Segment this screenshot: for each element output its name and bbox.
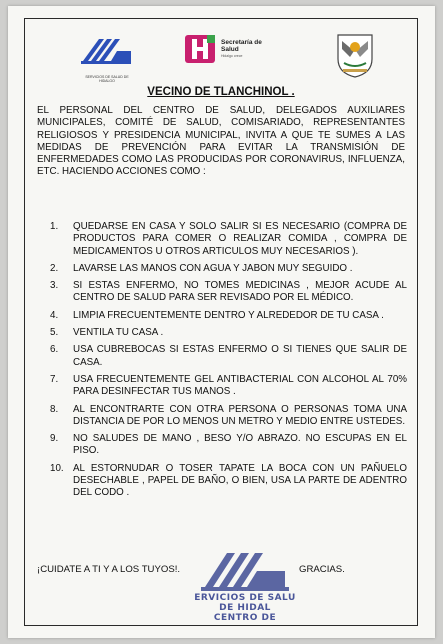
item-number: 9.: [50, 433, 59, 445]
list-item: [37, 221, 407, 258]
stamp-line-3: CENTRO DE: [213, 613, 277, 623]
hidalgo-sub: Hidalgo crece: [221, 54, 243, 58]
item-number: 10.: [50, 462, 64, 474]
measures-list: [37, 221, 407, 505]
salud-line: Salud: [221, 46, 239, 53]
list-item: [37, 374, 407, 399]
header-logos: [25, 25, 417, 87]
item-number: 6.: [50, 344, 59, 356]
item-number: 5.: [50, 327, 59, 339]
stamp-emblem-icon: [175, 547, 315, 593]
item-text: LAVARSE LAS MANOS CON AGUA Y JABON MUY SEGUIDO .: [73, 262, 353, 274]
municipal-crest-logo: [330, 29, 380, 81]
closing-text: ¡CUIDATE A TI Y A LOS TUYOS!.: [37, 564, 181, 575]
flyer-border: [24, 18, 418, 626]
item-text: USA CUBREBOCAS SI ESTAS ENFERMO O SI TIENES QUE SALIR DE CASA.: [73, 344, 407, 368]
servicios-salud-logo: [77, 31, 137, 83]
secretaria-line: Secretaría de: [221, 39, 262, 46]
item-text: AL ENCONTRARTE CON OTRA PERSONA O PERSONAS TOMA UNA DISTANCIA DE POR LO MENOS UN METRO Y MEDIO ENTRE USTEDES.: [73, 403, 407, 427]
stamp-line-2: DE HIDAL: [219, 603, 271, 613]
item-number: 1.: [50, 221, 59, 232]
item-number: 4.: [50, 309, 59, 321]
list-item: [37, 263, 407, 275]
item-text: VENTILA TU CASA .: [73, 327, 164, 339]
servicios-salud-caption: SERVICIOS DE SALUD DE HIDALGO: [85, 75, 129, 83]
servicios-salud-emblem-icon: [77, 31, 137, 69]
item-text: NO SALUDES DE MANO , BESO Y/O ABRAZO. NO ESCUPAS EN EL PISO.: [73, 433, 407, 457]
notice-title: VECINO DE TLANCHINOL .: [147, 86, 295, 98]
list-item: [37, 280, 407, 305]
secretaria-salud-text: [221, 39, 262, 60]
item-text: SI ESTAS ENFERMO, NO TOMES MEDICINAS , MEJOR ACUDE AL CENTRO DE SALUD PARA SER REVISADO POR EL MÉDICO.: [73, 280, 407, 304]
municipal-crest-icon: [330, 29, 380, 81]
item-text: LIMPIA FRECUENTEMENTE DENTRO Y ALREDEDOR DE TU CASA .: [73, 309, 384, 321]
secretaria-salud-logo: [183, 33, 303, 75]
hidalgo-h-icon: [183, 33, 217, 65]
official-stamp: [175, 547, 315, 627]
item-number: 7.: [50, 373, 59, 385]
list-item: [37, 463, 407, 500]
stamp-line-1: ERVICIOS DE SALU: [194, 593, 296, 603]
item-number: 3.: [50, 280, 59, 292]
thanks-text: GRACIAS.: [299, 564, 345, 575]
item-number: 2.: [50, 262, 59, 274]
item-text: USA FRECUENTEMENTE GEL ANTIBACTERIAL CON ALCOHOL AL 70% PARA DESINFECTAR TUS MANOS .: [73, 373, 407, 398]
list-item: [37, 433, 407, 458]
list-item: [37, 344, 407, 369]
list-item: [37, 327, 407, 339]
list-item: [37, 404, 407, 429]
item-number: 8.: [50, 403, 59, 415]
item-text: QUEDARSE EN CASA Y SOLO SALIR SI ES NECESARIO (COMPRA DE PRODUCTOS PARA COMER O REALIZAR COMIDA , COMPRA DE MEDICAMENTOS U OTROS ARTICULOS MUY NECESARIOS ).: [73, 221, 407, 257]
intro-paragraph: EL PERSONAL DEL CENTRO DE SALUD, DELEGADOS AUXILIARES MUNICIPALES, COMITÉ DE SALUD, COMISARIADO, REPRESENTANTES RELIGIOSOS Y PRESIDENCIA MUNICIPAL, INVITA A QUE TE SUMES A LAS MEDIDAS DE PREVENCIÓN PARA EVITAR LA TRANSMISIÓN DE ENFERMEDADES COMO LAS PRODUCIDAS POR CORONAVIRUS, INFLUENZA, ETC. HACIENDO ACCIONES COMO :: [37, 105, 405, 178]
item-text: AL ESTORNUDAR O TOSER TAPATE LA BOCA CON UN PAÑUELO DESECHABLE , PAPEL DE BAÑO, O BIEN, USA LA PARTE DE ADENTRO DEL CODO .: [73, 462, 407, 499]
flyer-sheet: [8, 6, 435, 638]
list-item: [37, 310, 407, 322]
